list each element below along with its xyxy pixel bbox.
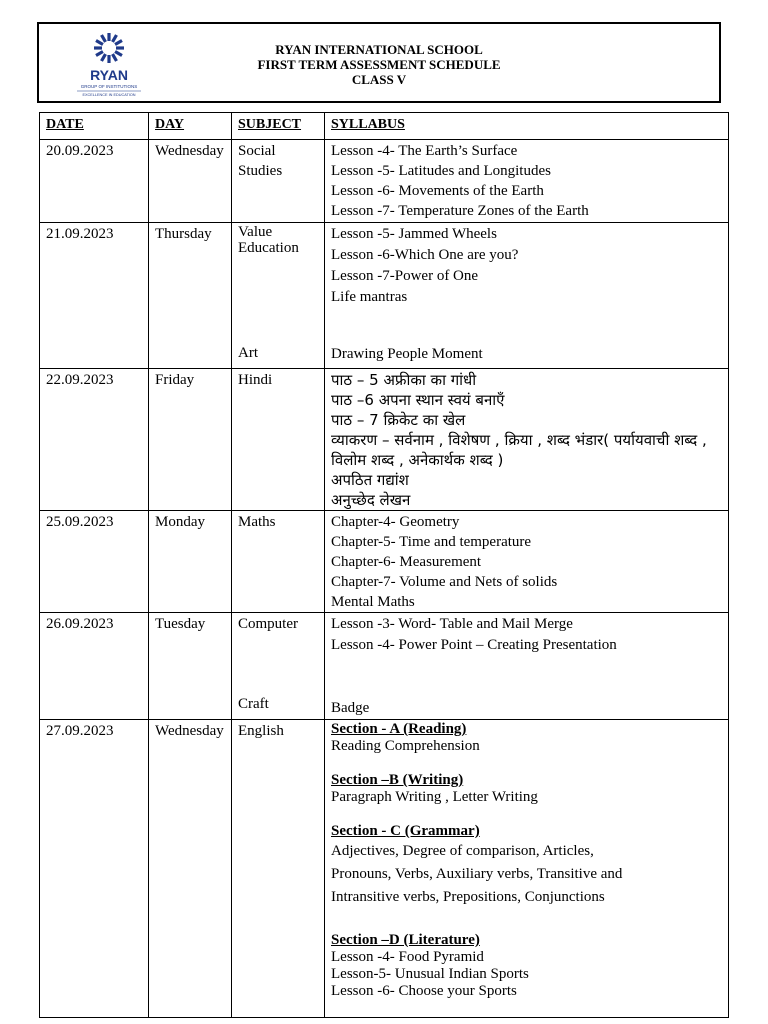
subject-line: Social bbox=[238, 143, 276, 159]
logo-text: RYAN bbox=[90, 67, 128, 83]
syllabus-cell bbox=[325, 613, 729, 720]
syllabus-line: पाठ – 7 क्रिकेट का खेल bbox=[331, 411, 466, 429]
syllabus-line: व्याकरण – सर्वनाम , विशेषण , क्रिया , शब्द भंडार( पर्यायवाची शब्द , विलोम शब्द , अनेकार्थक शब्द ) bbox=[331, 431, 707, 469]
syllabus-line: Lesson -6- Movements of the Earth bbox=[331, 183, 544, 199]
syllabus-line: Lesson -4- Food Pyramid bbox=[331, 949, 484, 965]
syllabus-line: अनुच्छेद लेखन bbox=[331, 491, 411, 509]
syllabus-line: Lesson-5- Unusual Indian Sports bbox=[331, 966, 529, 982]
table-row bbox=[40, 223, 729, 369]
date-cell: 20.09.2023 bbox=[40, 140, 149, 223]
syllabus-line: Life mantras bbox=[331, 289, 408, 305]
syllabus-line: पाठ – 5 अफ्रीका का गांधी bbox=[331, 371, 477, 389]
class-name: CLASS V bbox=[351, 72, 407, 87]
subject-line: Art bbox=[238, 345, 258, 361]
syllabus-line: Paragraph Writing , Letter Writing bbox=[331, 789, 538, 805]
date-cell: 25.09.2023 bbox=[40, 511, 149, 613]
syllabus-cell bbox=[325, 223, 729, 369]
syllabus-line: अपठित गद्यांश bbox=[331, 471, 409, 489]
subject-line: Computer bbox=[238, 616, 298, 632]
syllabus-line: Lesson -6-Which One are you? bbox=[331, 247, 519, 263]
syllabus-line: Lesson -5- Latitudes and Longitudes bbox=[331, 163, 551, 179]
table-row bbox=[40, 511, 729, 613]
syllabus-line: Chapter-6- Measurement bbox=[331, 554, 482, 570]
day-cell: Wednesday bbox=[149, 720, 232, 1018]
day-cell: Tuesday bbox=[149, 613, 232, 720]
syllabus-line: पाठ –6 अपना स्थान स्वयं बनाएँ bbox=[331, 391, 505, 409]
header-syllabus: SYLLABUS bbox=[325, 113, 729, 140]
subject-line: Maths bbox=[238, 514, 276, 530]
syllabus-line: Lesson -7- Temperature Zones of the Earth bbox=[331, 203, 589, 219]
section-title: Section –D (Literature) bbox=[331, 932, 480, 948]
syllabus-cell bbox=[325, 369, 729, 511]
syllabus-line: Chapter-5- Time and temperature bbox=[331, 534, 532, 550]
subject-line: Studies bbox=[238, 163, 283, 179]
table-row bbox=[40, 369, 729, 511]
section-title: Section - A (Reading) bbox=[331, 721, 467, 737]
header-subject: SUBJECT bbox=[232, 113, 325, 140]
header-date: DATE bbox=[40, 113, 149, 140]
syllabus-line: Drawing People Moment bbox=[331, 346, 483, 362]
subject-cell bbox=[232, 140, 325, 223]
subject-cell bbox=[232, 223, 325, 369]
date-cell: 26.09.2023 bbox=[40, 613, 149, 720]
day-cell: Friday bbox=[149, 369, 232, 511]
syllabus-line: Lesson -7-Power of One bbox=[331, 268, 479, 284]
syllabus-line: Badge bbox=[331, 700, 370, 716]
syllabus-line: Pronouns, Verbs, Auxiliary verbs, Transitive and bbox=[331, 866, 623, 882]
schedule-title: FIRST TERM ASSESSMENT SCHEDULE bbox=[257, 57, 501, 72]
document-header bbox=[37, 22, 721, 103]
header-titles bbox=[39, 42, 719, 87]
subject-line: Education bbox=[238, 240, 299, 256]
day-cell: Wednesday bbox=[149, 140, 232, 223]
table-header-row bbox=[40, 113, 729, 140]
subject-cell bbox=[232, 720, 325, 1018]
table-row bbox=[40, 140, 729, 223]
section-title: Section –B (Writing) bbox=[331, 772, 464, 788]
subject-line: Hindi bbox=[238, 372, 273, 388]
syllabus-line: Lesson -6- Choose your Sports bbox=[331, 983, 517, 999]
header-day: DAY bbox=[149, 113, 232, 140]
syllabus-line: Lesson -4- Power Point – Creating Presentation bbox=[331, 637, 617, 653]
syllabus-cell bbox=[325, 720, 729, 1018]
table-row bbox=[40, 613, 729, 720]
syllabus-line: Mental Maths bbox=[331, 594, 415, 610]
syllabus-cell bbox=[325, 511, 729, 613]
subject-line: Craft bbox=[238, 696, 269, 712]
syllabus-line: Lesson -4- The Earth’s Surface bbox=[331, 143, 518, 159]
syllabus-line: Lesson -5- Jammed Wheels bbox=[331, 226, 497, 242]
table-row bbox=[40, 720, 729, 1018]
subject-cell bbox=[232, 613, 325, 720]
logo-subtext: GROUP OF INSTITUTIONS bbox=[80, 84, 138, 89]
syllabus-line: Adjectives, Degree of comparison, Articles, bbox=[331, 843, 594, 859]
subject-cell bbox=[232, 511, 325, 613]
syllabus-line: Intransitive verbs, Prepositions, Conjunctions bbox=[331, 889, 605, 905]
section-title: Section - C (Grammar) bbox=[331, 823, 480, 839]
subject-cell bbox=[232, 369, 325, 511]
day-cell: Thursday bbox=[149, 223, 232, 369]
assessment-schedule-table bbox=[39, 112, 729, 1018]
date-cell: 21.09.2023 bbox=[40, 223, 149, 369]
subject-line: English bbox=[238, 723, 284, 739]
syllabus-cell bbox=[325, 140, 729, 223]
syllabus-line: Chapter-7- Volume and Nets of solids bbox=[331, 574, 558, 590]
syllabus-line: Reading Comprehension bbox=[331, 738, 480, 754]
subject-line: Value bbox=[238, 224, 273, 240]
syllabus-line: Chapter-4- Geometry bbox=[331, 514, 460, 530]
logo-tagline: EXCELLENCE IN EDUCATION bbox=[82, 93, 136, 97]
date-cell: 27.09.2023 bbox=[40, 720, 149, 1018]
school-name: RYAN INTERNATIONAL SCHOOL bbox=[275, 42, 483, 57]
syllabus-line: Lesson -3- Word- Table and Mail Merge bbox=[331, 616, 573, 632]
date-cell: 22.09.2023 bbox=[40, 369, 149, 511]
day-cell: Monday bbox=[149, 511, 232, 613]
